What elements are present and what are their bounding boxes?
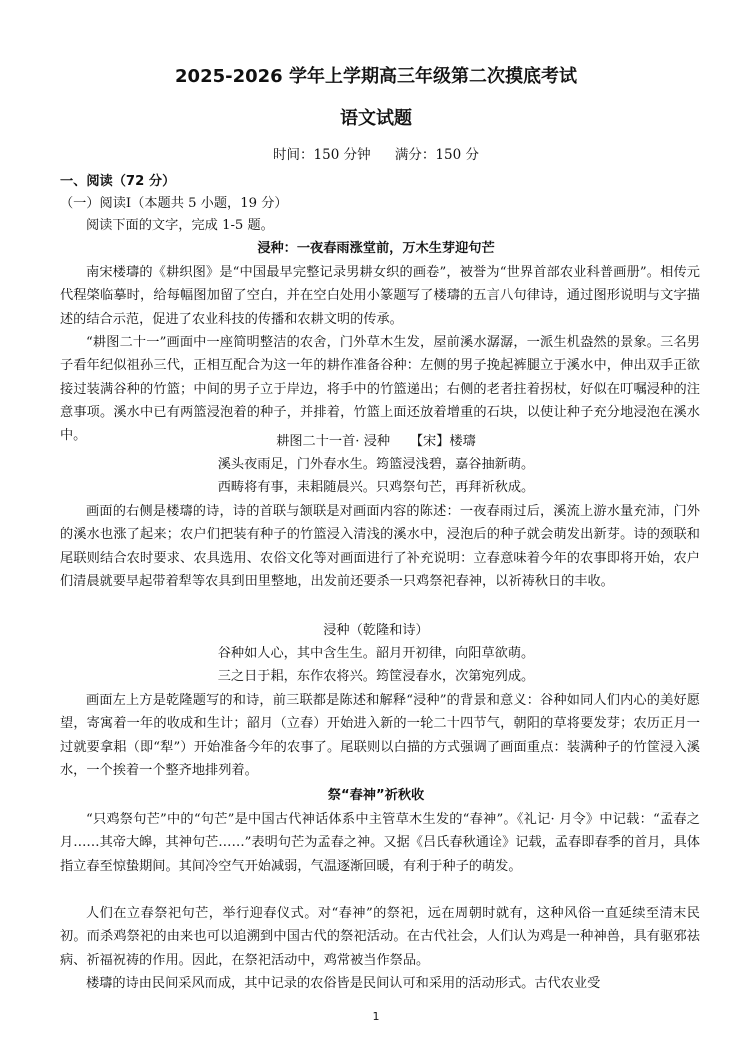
paragraph-4: 画面左上方是乾隆题写的和诗，前三联都是陈述和解释“浸种”的背景和意义：谷种如同人们内心的美好愿望，寄寓着一年的收成和生计；韶月（立春）开始进入新的一轮二十四节气，朝阳的草将要发芽；农历正月一过就要拿耜（即“犁”）开始准备今年的农事了。尾联则以白描的方式强调了画面重点：装满种子的竹筐浸入溪水，一个挨着一个整齐地排列着。 <box>60 693 700 778</box>
poem1-title: 耕图二十一首· 浸种 【宋】楼璹 <box>276 434 476 449</box>
page-number: 1 <box>372 1010 380 1023</box>
paragraph-6: 人们在立春祭祀句芒，举行迎春仪式。对“春神”的祭祀，远在周朝时就有，这种风俗一直延续至清末民初。而杀鸡祭祀的由来也可以追溯到中国古代的祭祀活动。在古代社会，人们认为鸡是一种神兽，具有驱邪祛病、祈福祝祷的作用。因此，在祭祀活动中，鸡常被当作祭品。 <box>60 906 700 968</box>
poem1-line-2: 西畴将有事，耒耜随晨兴。只鸡祭句芒，再拜祈秋成。 <box>217 480 535 495</box>
exam-subtitle: 语文试题 <box>340 108 412 129</box>
paragraph-5: “只鸡祭句芒”中的“句芒”是中国古代神话体系中主管草木生发的“春神”。《礼记· 月令》中记载：“孟春之月……其帝大皞，其神句芒……”表明句芒为孟春之神。又据《吕氏春秋通诠》记载，孟春即春季的首月，具体指立春至惊蛰期间。其间冷空气开始减弱，气温逐渐回暖，有利于种子的萌发。 <box>60 812 700 874</box>
poem1-line-1: 溪头夜雨足，门外春水生。筠篮浸浅碧，嘉谷抽新萌。 <box>217 457 535 472</box>
exam-time: 时间：150 分钟 <box>273 147 371 163</box>
section-heading: 一、阅读（72 分） <box>60 174 176 189</box>
article-heading-1: 浸种：一夜春雨涨堂前，万木生芽迎句芒 <box>257 241 495 256</box>
poem2-line-2: 三之日于耜，东作农将兴。筠筐浸春水，次第宛列成。 <box>217 669 535 684</box>
paragraph-3: 画面的右侧是楼璹的诗，诗的首联与颔联是对画面内容的陈述：一夜春雨过后，溪流上游水量充沛，门外的溪水也涨了起来；农户们把装有种子的竹篮浸入清浅的溪水中，浸泡后的种子就会萌发出新芽。诗的颈联和尾联则结合农时要求、农具选用、农俗文化等对画面进行了补充说明：立春意味着今年的农事即将开始，农户们清晨就要早起带着犁等农具到田里整地，出发前还要杀一只鸡祭祀春神，以祈祷秋日的丰收。 <box>60 504 700 589</box>
paragraph-1: 南宋楼璹的《耕织图》是“中国最早完整记录男耕女织的画卷”，被誉为“世界首部农业科普画册”。相传元代程棨临摹时，给每幅图加留了空白，并在空白处用小篆题写了楼璹的五言八句律诗，通过图形说明与文字描述的结合示范，促进了农业科技的传播和农耕文明的传承。 <box>60 265 700 327</box>
paragraph-7: 楼璹的诗由民间采风而成，其中记录的农俗皆是民间认可和采用的活动形式。古代农业受 <box>86 976 601 991</box>
subsection-heading: （一）阅读Ⅰ（本题共 5 小题，19 分） <box>60 196 288 211</box>
article-heading-2: 祭“春神”祈秋收 <box>327 788 425 803</box>
exam-score: 满分：150 分 <box>394 147 479 163</box>
poem2-title: 浸种（乾隆和诗） <box>323 623 429 638</box>
paragraph-2: “耕图二十一”画面中一座简明整洁的农舍，门外草木生发，屋前溪水潺潺，一派生机盎然的景象。三名男子看年纪似祖孙三代，正相互配合为这一年的耕作准备谷种：左侧的男子挽起裤腿立于溪水中，伸出双手正欲接过装满谷种的竹篮；中间的男子立于岸边，将手中的竹篮递出；右侧的老者拄着拐杖，好似在叮嘱浸种的注意事项。溪水中已有两篮浸泡着的种子，并排着，竹篮上面还放着增重的石块，以使让种子充分地浸泡在溪水中。 <box>60 335 700 444</box>
exam-title: 2025-2026 学年上学期高三年级第二次摸底考试 <box>175 66 577 87</box>
instruction-text: 阅读下面的文字，完成 1-5 题。 <box>86 218 274 233</box>
poem2-line-1: 谷种如人心，其中含生生。韶月开初律，向阳草欲萌。 <box>217 646 535 661</box>
exam-meta <box>0 143 752 163</box>
